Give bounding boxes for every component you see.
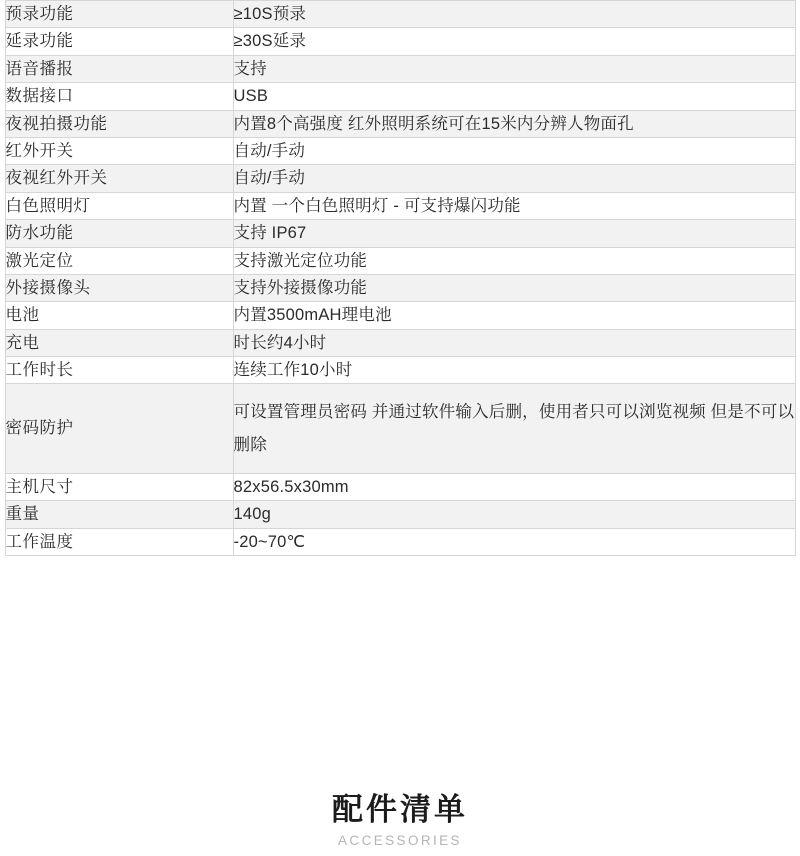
spec-value: 支持激光定位功能 — [233, 247, 795, 274]
spec-value: ≥30S延录 — [233, 28, 795, 55]
table-row — [5, 274, 795, 301]
spec-value: 支持 IP67 — [233, 220, 795, 247]
table-row — [5, 137, 795, 164]
accessories-title: 配件清单 — [332, 792, 468, 828]
spec-label: 工作时长 — [5, 357, 233, 384]
table-row — [5, 247, 795, 274]
spec-label: 电池 — [5, 302, 233, 329]
spec-value: 内置 一个白色照明灯 - 可支持爆闪功能 — [233, 192, 795, 219]
spec-value: 支持外接摄像功能 — [233, 274, 795, 301]
specification-table — [5, 0, 796, 556]
table-row — [5, 110, 795, 137]
spec-label: 主机尺寸 — [5, 473, 233, 500]
spec-label: 延录功能 — [5, 28, 233, 55]
table-row — [5, 357, 795, 384]
table-row — [5, 501, 795, 528]
spec-value: 支持 — [233, 55, 795, 82]
spec-label: 重量 — [5, 501, 233, 528]
spec-label: 外接摄像头 — [5, 274, 233, 301]
spec-value: ≥10S预录 — [233, 1, 795, 28]
spec-value: 可设置管理员密码 并通过软件输入后删，使用者只可以浏览视频 但是不可以删除 — [233, 384, 795, 473]
spec-label: 白色照明灯 — [5, 192, 233, 219]
table-row — [5, 329, 795, 356]
spec-value: 连续工作10小时 — [233, 357, 795, 384]
spec-value: 内置8个高强度 红外照明系统可在15米内分辨人物面孔 — [233, 110, 795, 137]
spec-label: 夜视拍摄功能 — [5, 110, 233, 137]
spec-value: -20~70℃ — [233, 528, 795, 555]
accessories-section-heading — [0, 791, 800, 848]
table-row — [5, 528, 795, 555]
table-row — [5, 55, 795, 82]
table-row — [5, 83, 795, 110]
spec-value: 内置3500mAH理电池 — [233, 302, 795, 329]
table-row — [5, 28, 795, 55]
specification-table-body — [5, 1, 795, 556]
spec-value: 时长约4小时 — [233, 329, 795, 356]
accessories-subtitle: ACCESSORIES — [338, 833, 462, 848]
table-row — [5, 165, 795, 192]
table-row — [5, 220, 795, 247]
spec-label: 密码防护 — [5, 384, 233, 473]
table-row — [5, 384, 795, 473]
spec-label: 工作温度 — [5, 528, 233, 555]
spec-label: 激光定位 — [5, 247, 233, 274]
spec-value: 自动/手动 — [233, 137, 795, 164]
table-row — [5, 473, 795, 500]
spec-label: 语音播报 — [5, 55, 233, 82]
spec-value: USB — [233, 83, 795, 110]
spec-label: 预录功能 — [5, 1, 233, 28]
spec-value: 自动/手动 — [233, 165, 795, 192]
spec-label: 充电 — [5, 329, 233, 356]
table-row — [5, 192, 795, 219]
spec-label: 数据接口 — [5, 83, 233, 110]
spec-value: 140g — [233, 501, 795, 528]
spec-label: 红外开关 — [5, 137, 233, 164]
spec-label: 夜视红外开关 — [5, 165, 233, 192]
spec-label: 防水功能 — [5, 220, 233, 247]
spec-value: 82x56.5x30mm — [233, 473, 795, 500]
table-row — [5, 1, 795, 28]
table-row — [5, 302, 795, 329]
